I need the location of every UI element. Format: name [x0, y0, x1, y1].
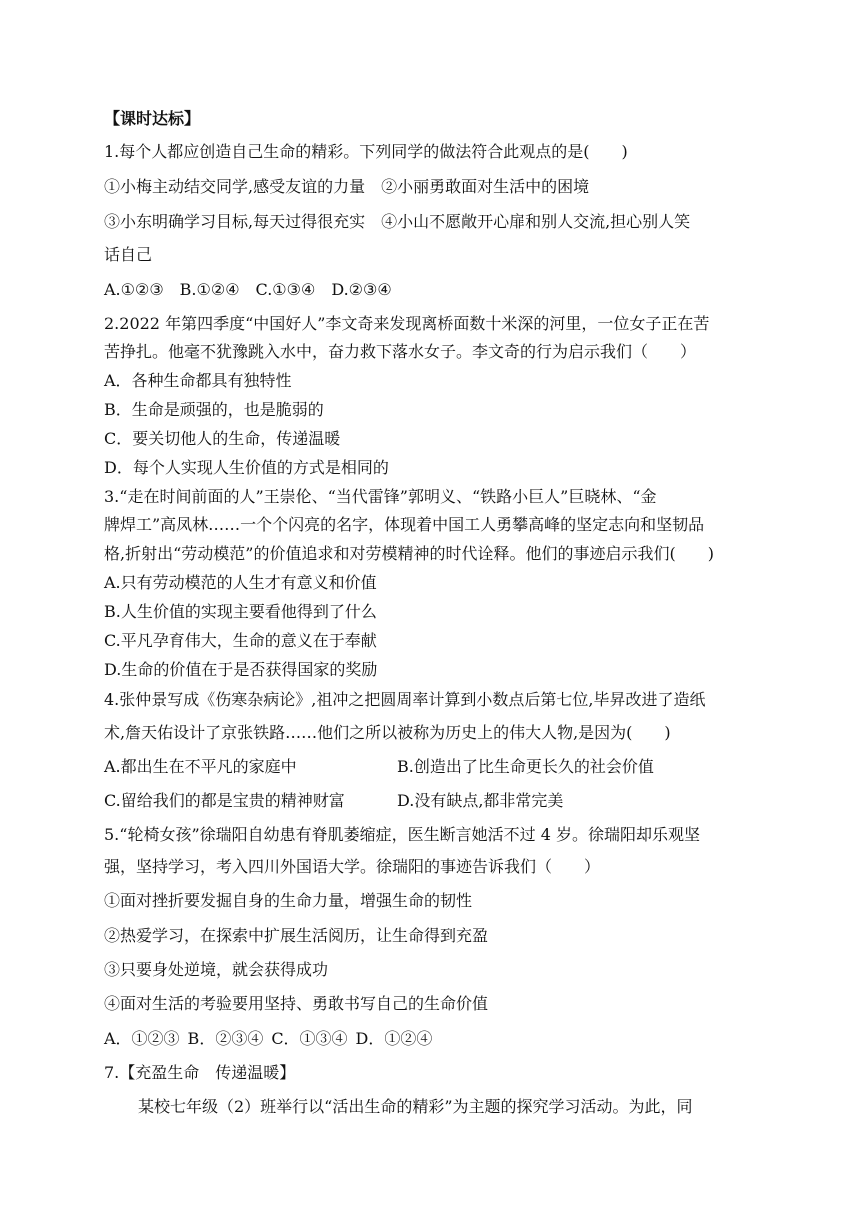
statement-line: ③只要身处逆境，就会获得成功	[104, 960, 329, 979]
option-c: C.留给我们的都是宝贵的精神财富	[104, 791, 345, 810]
statement-line: 话自己	[104, 245, 153, 264]
statement-line: ①小梅主动结交同学,感受友谊的力量 ②小丽勇敢面对生活中的困境	[104, 177, 590, 196]
question-stem: 苦挣扎。他毫不犹豫跳入水中，奋力救下落水女子。李文奇的行为启示我们（ ）	[104, 342, 697, 361]
question-paragraph: 某校七年级（2）班举行以“活出生命的精彩”为主题的探究学习活动。为此，同	[138, 1097, 693, 1116]
option-b: B．生命是顽强的，也是脆弱的	[104, 400, 324, 419]
question-title: 7.【充盈生命 传递温暖】	[104, 1063, 296, 1082]
question-stem: 强，坚持学习，考入四川外国语大学。徐瑞阳的事迹告诉我们（ ）	[104, 857, 601, 876]
section-header: 【课时达标】	[104, 109, 201, 128]
option-a: A.只有劳动模范的人生才有意义和价值	[104, 573, 377, 592]
question-stem: 3.“走在时间前面的人”王崇伦、“当代雷锋”郭明义、“铁路小巨人”巨晓林、“金	[104, 487, 657, 506]
option-b: B.创造出了比生命更长久的社会价值	[397, 757, 654, 776]
option-d: D.生命的价值在于是否获得国家的奖励	[104, 660, 378, 679]
statement-line: ③小东明确学习目标,每天过得很充实 ④小山不愿敞开心扉和别人交流,担心别人笑	[104, 212, 691, 231]
option-a: A.都出生在不平凡的家庭中	[104, 757, 297, 776]
option-d: D．每个人实现人生价值的方式是相同的	[104, 458, 389, 477]
option-a: A．各种生命都具有独特性	[104, 371, 292, 390]
answer-options: A．①②③ B．②③④ C．①③④ D．①②④	[104, 1029, 433, 1048]
answer-options: A.①②③ B.①②④ C.①③④ D.②③④	[104, 280, 392, 299]
question-stem: 术,詹天佑设计了京张铁路……他们之所以被称为历史上的伟大人物,是因为( )	[104, 723, 671, 742]
question-stem: 牌焊工”高凤林……一个个闪亮的名字，体现着中国工人勇攀高峰的坚定志向和坚韧品	[104, 515, 705, 534]
option-c: C．要关切他人的生命，传递温暖	[104, 429, 341, 448]
question-stem: 4.张仲景写成《伤寒杂病论》,祖冲之把圆周率计算到小数点后第七位,毕昇改进了造纸	[104, 690, 706, 709]
option-d: D.没有缺点,都非常完美	[397, 791, 564, 810]
question-stem: 5.“轮椅女孩”徐瑞阳自幼患有脊肌萎缩症，医生断言她活不过 4 岁。徐瑞阳却乐观坚	[104, 825, 700, 844]
statement-line: ④面对生活的考验要用坚持、勇敢书写自己的生命价值	[104, 994, 489, 1013]
option-c: C.平凡孕育伟大，生命的意义在于奉献	[104, 631, 377, 650]
question-stem: 格,折射出“劳动模范”的价值追求和对劳模精神的时代诠释。他们的事迹启示我们( )	[104, 544, 714, 563]
statement-line: ①面对挫折要发掘自身的生命力量，增强生命的韧性	[104, 891, 473, 910]
question-stem: 1.每个人都应创造自己生命的精彩。下列同学的做法符合此观点的是( )	[104, 142, 628, 161]
question-stem: 2.2022 年第四季度“中国好人”李文奇来发现离桥面数十米深的河里，一位女子正在苦	[104, 314, 710, 333]
option-b: B.人生价值的实现主要看他得到了什么	[104, 602, 377, 621]
statement-line: ②热爱学习，在探索中扩展生活阅历，让生命得到充盈	[104, 926, 489, 945]
